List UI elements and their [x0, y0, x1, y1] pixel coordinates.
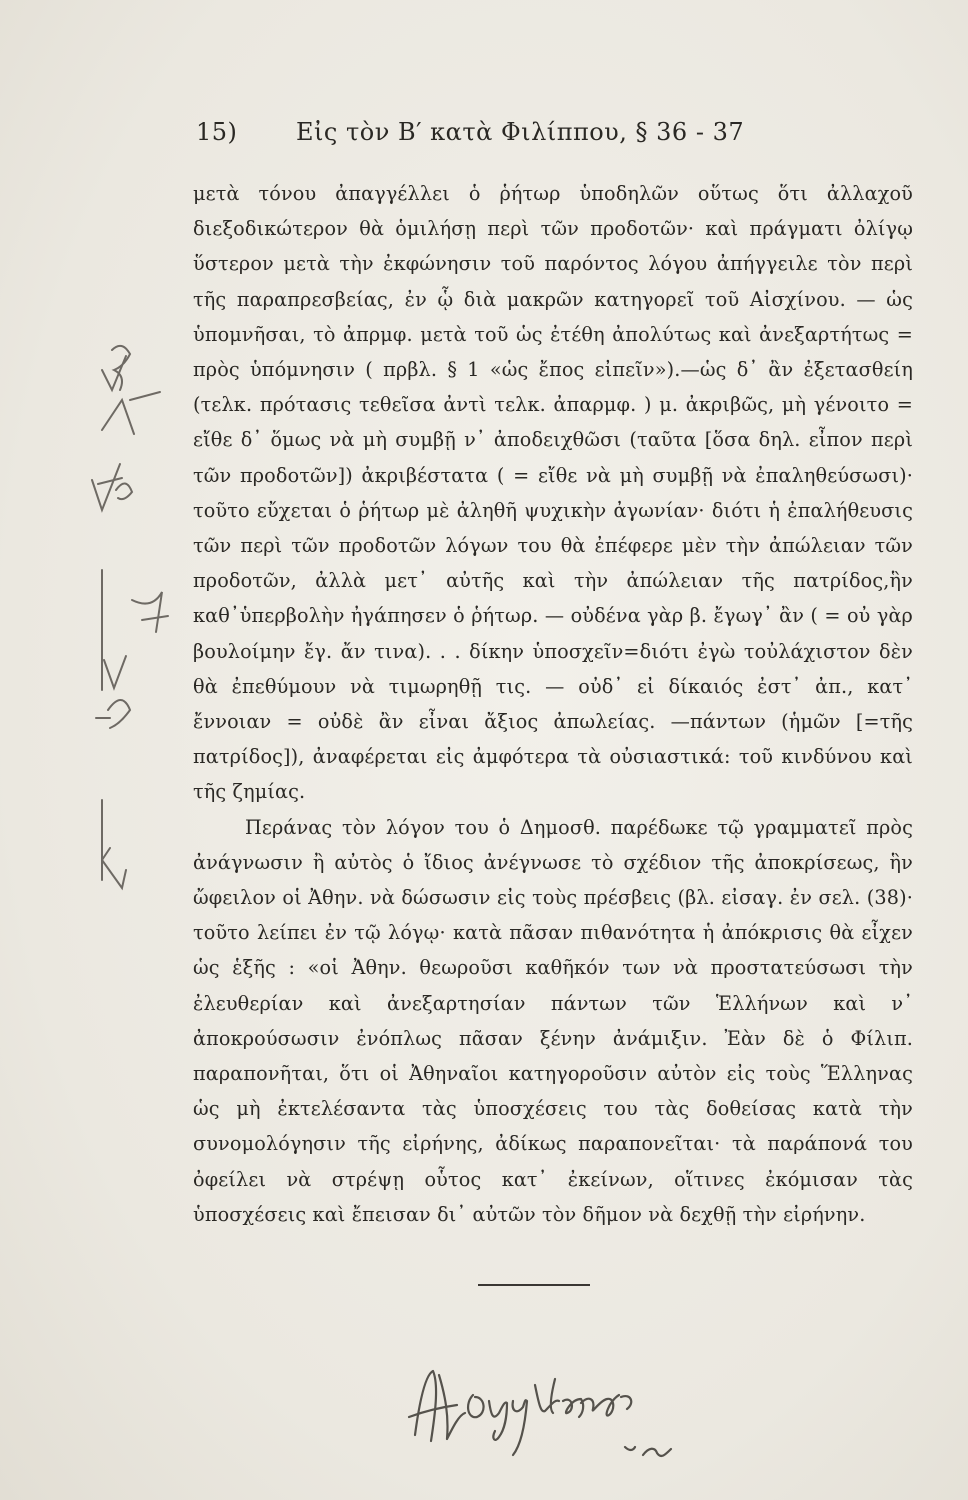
paragraph-commentary: μετὰ τόνου ἀπαγγέλλει ὁ ῥήτωρ ὑποδηλῶν οὕτως ὅτι ἀλλαχοῦ διεξοδικώτερον θὰ ὁμιλήσῃ περὶ τῶν προδοτῶν· καὶ πράγματι ὀλίγῳ ὕστερον μετὰ τὴν ἐκφώνησιν τοῦ παρόντος λόγου ἀπήγγειλε τὸν περὶ τῆς παραπρεσβείας, ἐν ᾧ διὰ μακρῶν κατηγορεῖ τοῦ Αἰσχίνου. — ὡς ὑπομνῆσαι, τὸ ἀπρμφ. μετὰ τοῦ ὡς ἐτέθη ἀπολύτως καὶ ἀνεξαρτήτως = πρὸς ὑπόμνησιν ( πρβλ. § 1 «ὡς ἔπος εἰπεῖν»).—ὡς δ᾿ ἂν ἐξετασθείη (τελκ. πρότασις τεθεῖσα ἀντὶ τελκ. ἀπαρμφ. ) μ. ἀκριβῶς, μὴ γένοιτο = εἴθε δ᾿ ὅμως νὰ μὴ συμβῇ ν᾿ ἀποδειχθῶσι (ταῦτα [ὅσα δηλ. εἶπον περὶ τῶν προδοτῶν]) ἀκριβέστατα ( = εἴθε νὰ μὴ συμβῇ νὰ ἐπαληθεύσωσι)· τοῦτο εὔχεται ὁ ῥήτωρ μὲ ἀληθῆ ψυχικὴν ἀγωνίαν· διότι ἡ ἐπαλήθευσις τῶν περὶ τῶν προδοτῶν λόγων του θὰ ἐπέφερε μὲν τὴν ἀπώλειαν τῶν προδοτῶν, ἀλλὰ μετ᾿ αὐτῆς καὶ τὴν ἀπώλειαν τῆς πατρίδος,ἣν καθ᾿ὑπερβολὴν ἠγάπησεν ὁ ῥήτωρ. — οὐδένα γὰρ β. ἔγωγ᾿ ἂν ( = οὐ γὰρ βουλοίμην ἔγ. ἄν τινα). . . δίκην ὑποσχεῖν=διότι ἐγὼ τοὐλάχιστον δὲν θὰ ἐπεθύμουν νὰ τιμωρηθῇ τις. — οὐδ᾿ εἰ δίκαιός ἐστ᾿ ἀπ., κατ᾿ ἔννοιαν = οὐδὲ ἂν εἶναι ἄξιος ἀπωλείας. —πάντων (ἡμῶν [=τῆς πατρίδος]), ἀναφέρεται εἰς ἀμφότερα τὰ οὐσιαστικά: τοῦ κινδύνου καὶ τῆς ζημίας. — [193, 182, 913, 804]
pencil-margin-marks — [72, 330, 192, 930]
page-number: 15) — [196, 118, 238, 146]
body-text — [193, 176, 913, 1232]
running-title: Εἰς τὸν Β′ κατὰ Φιλίππου, § 36 - 37 — [296, 118, 745, 146]
handwritten-signature — [395, 1355, 685, 1475]
paragraph-reply-draft: Περάνας τὸν λόγον του ὁ Δημοσθ. παρέδωκε τῷ γραμματεῖ πρὸς ἀνάγνωσιν ἢ αὐτὸς ὁ ἴδιος ἀνέγνωσε τὸ σχέδιον τῆς ἀποκρίσεως, ἣν ὤφειλον οἱ Ἀθην. νὰ δώσωσιν εἰς τοὺς πρέσβεις (βλ. εἰσαγ. ἐν σελ. (38)· τοῦτο λείπει ἐν τῷ λόγῳ· κατὰ πᾶσαν πιθανότητα ἡ ἀπόκρισις θὰ εἶχεν ὡς ἑξῆς : «οἱ Ἀθην. θεωροῦσι καθῆκόν των νὰ προστατεύσωσι τὴν ἐλευθερίαν καὶ ἀνεξαρτησίαν πάντων τῶν Ἑλλήνων καὶ ν᾿ ἀποκρούσωσιν ἐνόπλως πᾶσαν ξένην ἀνάμιξιν. Ἐὰν δὲ ὁ Φίλιπ. παραπονῆται, ὅτι οἱ Ἀθηναῖοι κατηγοροῦσιν αὐτὸν εἰς τοὺς Ἕλληνας ὡς μὴ ἐκτελέσαντα τὰς ὑποσχέσεις του τὰς δοθείσας κατὰ τὴν συνομολόγησιν τῆς εἰρήνης, ἀδίκως παραπονεῖται· τὰ παράπονά του ὀφείλει νὰ στρέψῃ οὗτος κατ᾿ ἐκείνων, οἵτινες ἐκόμισαν τὰς ὑποσχέσεις καὶ ἔπεισαν δι᾿ αὐτῶν τὸν δῆμον νὰ δεχθῇ τὴν εἰρήνην. — [193, 815, 913, 1226]
end-rule — [478, 1284, 590, 1286]
